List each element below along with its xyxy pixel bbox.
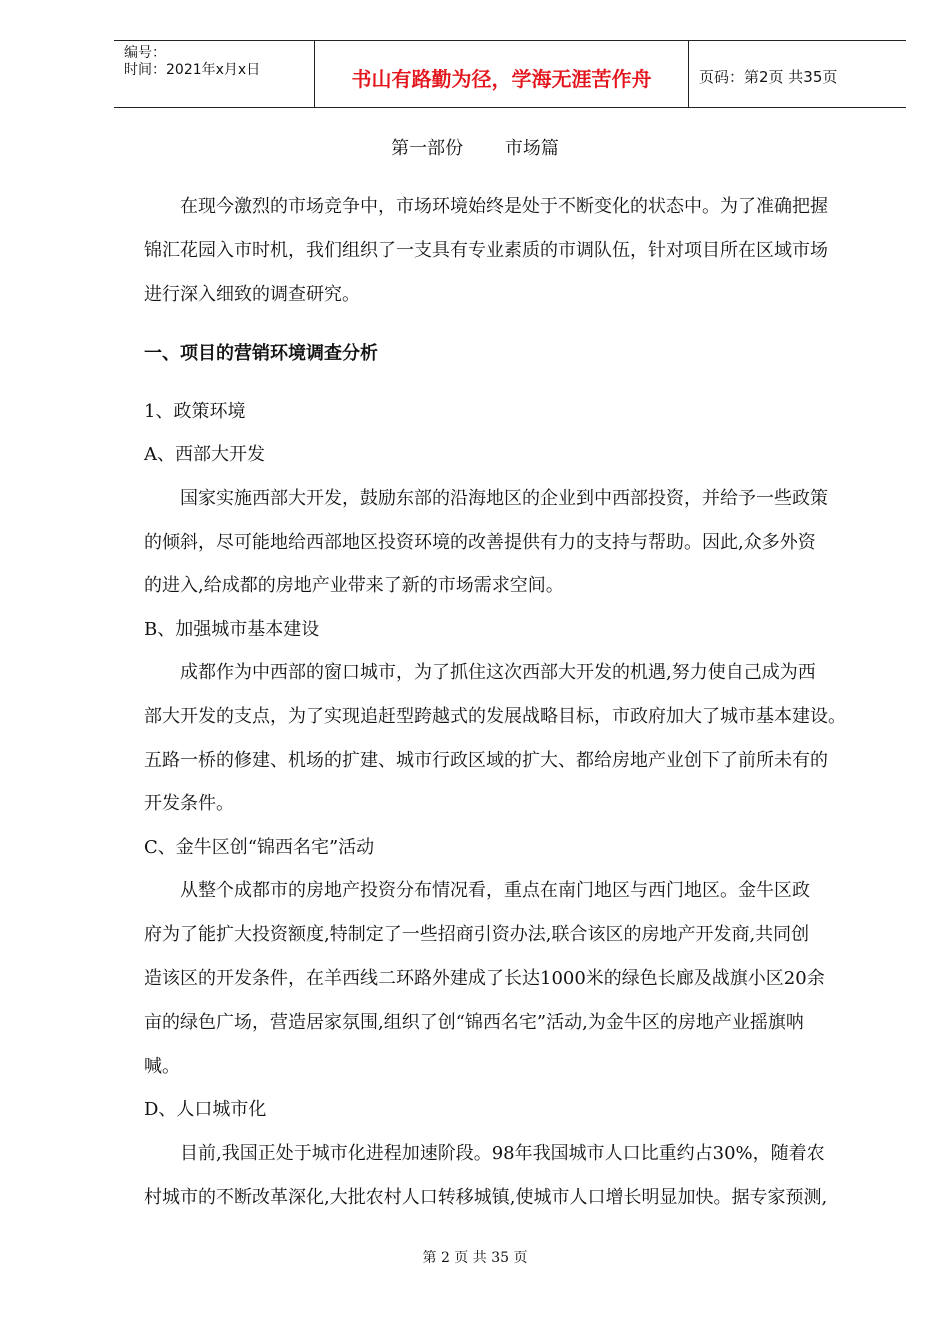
body-line: 开发条件。	[144, 793, 234, 814]
section-title	[0, 134, 950, 160]
heading-3: D、人口城市化	[144, 1099, 267, 1120]
page-footer: 第 2 页 共 35 页	[422, 1250, 528, 1266]
body-line: 部大开发的支点，为了实现追赶型跨越式的发展战略目标，市政府加大了城市基本建设。	[144, 706, 846, 727]
body-line: 造该区的开发条件，在羊西线二环路外建成了长达1000米的绿色长廊及战旗小区20余	[144, 968, 825, 989]
body-line: 亩的绿色广场，营造居家氛围,组织了创“锦西名宅”活动,为金牛区的房地产业摇旗呐	[144, 1012, 804, 1033]
body-line: 的倾斜，尽可能地给西部地区投资环境的改善提供有力的支持与帮助。因此,众多外资	[144, 532, 816, 553]
body-line: 锦汇花园入市时机，我们组织了一支具有专业素质的市调队伍，针对项目所在区域市场	[144, 240, 828, 261]
motto: 书山有路勤为径，学海无涯苦作舟	[351, 67, 652, 91]
heading-1: 一、项目的营销环境调查分析	[144, 343, 378, 364]
page-header	[114, 40, 906, 108]
body-line: 五路一桥的修建、机场的扩建、城市行政区域的扩大、都给房地产业创下了前所未有的	[144, 750, 828, 771]
part-name: 市场篇	[504, 138, 559, 159]
body-line: 目前,我国正处于城市化进程加速阶段。98年我国城市人口比重约占30%，随着农	[180, 1143, 825, 1164]
body-line: 的进入,给成都的房地产业带来了新的市场需求空间。	[144, 575, 564, 596]
body-line: 国家实施西部大开发，鼓励东部的沿海地区的企业到中西部投资，并给予一些政策	[180, 488, 828, 509]
body-line: 在现今激烈的市场竞争中，市场环境始终是处于不断变化的状态中。为了准确把握	[180, 196, 828, 217]
body-line: 喊。	[144, 1056, 180, 1077]
body-line: 进行深入细致的调查研究。	[144, 284, 360, 305]
code-label: 编号：	[124, 45, 166, 61]
body-line: 村城市的不断改革深化,大批农村人口转移城镇,使城市人口增长明显加快。据专家预测,	[144, 1187, 828, 1208]
header-motto-cell	[315, 41, 689, 107]
time-label: 时间：2021年x月x日	[124, 62, 261, 78]
body-line: 从整个成都市的房地产投资分布情况看，重点在南门地区与西门地区。金牛区政	[180, 880, 810, 901]
heading-3: B、加强城市基本建设	[144, 619, 320, 640]
heading-2: 1、政策环境	[144, 401, 246, 422]
part-label: 第一部份	[391, 138, 464, 159]
page-info: 页码：第2页 共35页	[699, 68, 838, 86]
body-line: 府为了能扩大投资额度,特制定了一些招商引资办法,联合该区的房地产开发商,共同创	[144, 924, 810, 945]
heading-3: A、西部大开发	[144, 444, 265, 465]
header-info-cell	[114, 41, 315, 107]
header-page-cell	[689, 41, 906, 107]
body-line: 成都作为中西部的窗口城市，为了抓住这次西部大开发的机遇,努力使自己成为西	[180, 662, 816, 683]
heading-3: C、金牛区创“锦西名宅”活动	[144, 837, 375, 858]
